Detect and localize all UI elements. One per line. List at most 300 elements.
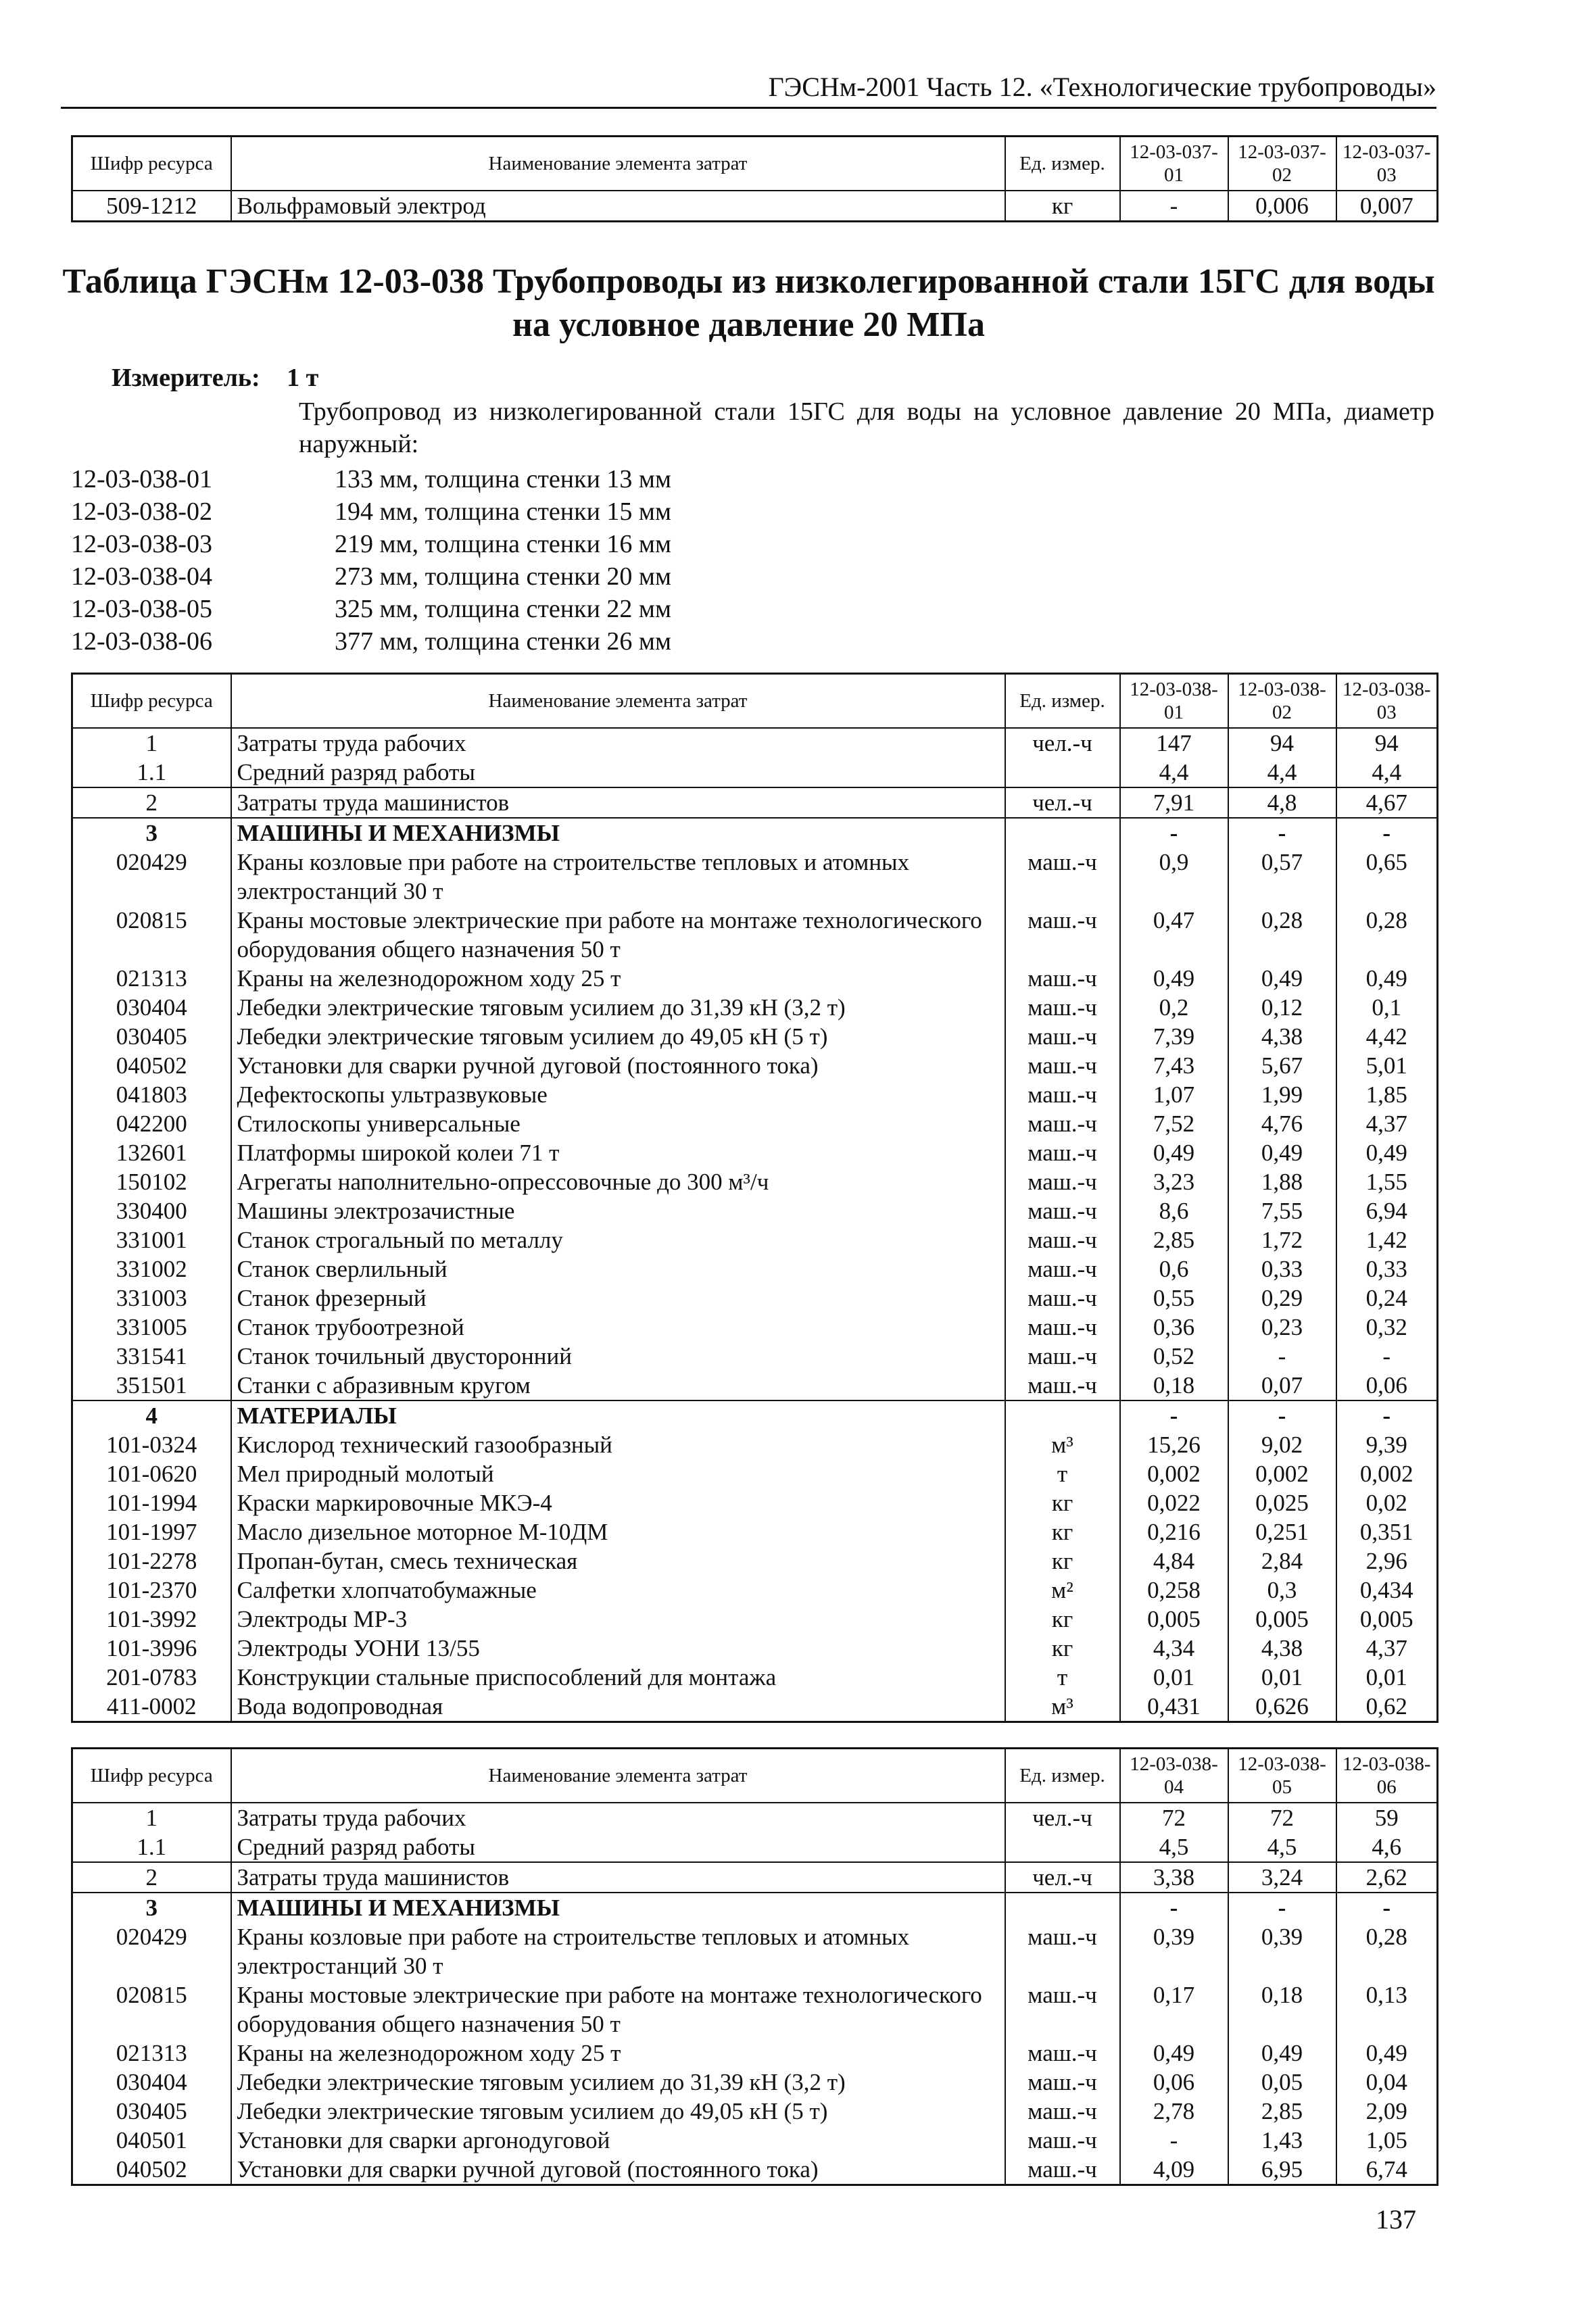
resource-code: 101-3996 (72, 1634, 231, 1663)
value-cell: 0,06 (1120, 2068, 1228, 2097)
unit-cell: кг (1005, 1605, 1120, 1634)
resource-name: Дефектоскопы ультразвуковые (231, 1080, 1005, 1109)
value-cell: 0,01 (1336, 1663, 1438, 1692)
value-cell: - (1228, 1893, 1336, 1922)
resource-name: Пропан-бутан, смесь техническая (231, 1546, 1005, 1576)
value-cell: 1,88 (1228, 1167, 1336, 1196)
resource-code: 020429 (72, 1922, 231, 1980)
unit-cell: маш.-ч (1005, 2039, 1120, 2068)
value-cell: 3,23 (1120, 1167, 1228, 1196)
item-text: 377 мм, толщина стенки 26 мм (335, 627, 672, 656)
value-cell: 0,23 (1228, 1313, 1336, 1342)
unit-cell: маш.-ч (1005, 1109, 1120, 1138)
running-header: ГЭСНм-2001 Часть 12. «Технологические трубопроводы» (61, 68, 1436, 109)
resource-name: Затраты труда машинистов (231, 787, 1005, 818)
value-cell: - (1228, 818, 1336, 848)
value-cell: 4,09 (1120, 2155, 1228, 2185)
value-cell: 0,12 (1228, 993, 1336, 1022)
table-row (72, 1051, 1438, 1080)
resource-name: Машины электрозачистные (231, 1196, 1005, 1225)
value-cell: 4,8 (1228, 787, 1336, 818)
unit-cell: маш.-ч (1005, 964, 1120, 993)
table-row (72, 1980, 1438, 2039)
unit-cell: маш.-ч (1005, 1225, 1120, 1254)
value-cell: 0,47 (1120, 906, 1228, 964)
list-item (71, 560, 671, 593)
value-cell: - (1120, 1893, 1228, 1922)
resource-code: 040501 (72, 2126, 231, 2155)
value-cell: 0,258 (1120, 1576, 1228, 1605)
resource-name: Стилоскопы универсальные (231, 1109, 1005, 1138)
resource-code: 411-0002 (72, 1692, 231, 1722)
top-resource-table (71, 135, 1438, 222)
value-cell: 4,34 (1120, 1634, 1228, 1663)
resource-code: 041803 (72, 1080, 231, 1109)
resource-code: 331005 (72, 1313, 231, 1342)
item-text: 325 мм, толщина стенки 22 мм (335, 595, 672, 623)
unit-cell: маш.-ч (1005, 1167, 1120, 1196)
resource-name: Краны козловые при работе на строительстве тепловых и атомных электростанций 30 т (231, 848, 1005, 906)
value-cell: - (1120, 2126, 1228, 2155)
resource-name: Вольфрамовый электрод (231, 191, 1005, 222)
value-cell: 4,4 (1228, 758, 1336, 787)
table-row (72, 1862, 1438, 1893)
list-item (71, 495, 671, 528)
value-cell: 0,39 (1120, 1922, 1228, 1980)
value-cell: 1,07 (1120, 1080, 1228, 1109)
value-cell: 4,4 (1120, 758, 1228, 787)
value-cell: 0,1 (1336, 993, 1438, 1022)
resource-name: Краны козловые при работе на строительстве тепловых и атомных электростанций 30 т (231, 1922, 1005, 1980)
resource-name: Агрегаты наполнительно-опрессовочные до 300 м³/ч (231, 1167, 1005, 1196)
table-row (72, 787, 1438, 818)
column-header: Ед. измер. (1005, 1749, 1120, 1803)
unit-cell (1005, 758, 1120, 787)
value-cell: 1,43 (1228, 2126, 1336, 2155)
table-row (72, 1832, 1438, 1862)
value-cell: 3,38 (1120, 1862, 1228, 1893)
item-code: 12-03-038-05 (71, 595, 212, 623)
resource-name: Станок сверлильный (231, 1254, 1005, 1284)
unit-cell: кг (1005, 1517, 1120, 1546)
item-text: 133 мм, толщина стенки 13 мм (335, 465, 672, 493)
unit-cell: маш.-ч (1005, 2068, 1120, 2097)
resource-code: 020815 (72, 906, 231, 964)
value-cell: 4,38 (1228, 1634, 1336, 1663)
value-cell: 0,49 (1228, 1138, 1336, 1167)
value-cell: 0,28 (1336, 906, 1438, 964)
value-cell: 6,74 (1336, 2155, 1438, 2185)
value-cell: - (1336, 1400, 1438, 1430)
resource-code: 201-0783 (72, 1663, 231, 1692)
resource-name: Средний разряд работы (231, 758, 1005, 787)
resource-name: Конструкции стальные приспособлений для монтажа (231, 1663, 1005, 1692)
resource-name: Электроды МР-3 (231, 1605, 1005, 1634)
value-cell: 1,42 (1336, 1225, 1438, 1254)
value-cell: 0,431 (1120, 1692, 1228, 1722)
value-cell: 0,002 (1120, 1459, 1228, 1488)
unit-cell: маш.-ч (1005, 2155, 1120, 2185)
resource-table-2 (71, 1747, 1438, 2186)
value-cell: 0,9 (1120, 848, 1228, 906)
value-cell: 0,6 (1120, 1254, 1228, 1284)
value-cell: 0,251 (1228, 1517, 1336, 1546)
value-cell: 94 (1228, 728, 1336, 758)
value-cell: 0,002 (1228, 1459, 1336, 1488)
value-cell: 7,55 (1228, 1196, 1336, 1225)
value-cell: - (1336, 1893, 1438, 1922)
value-cell: 0,01 (1228, 1663, 1336, 1692)
value-cell: 7,43 (1120, 1051, 1228, 1080)
table-row (72, 1138, 1438, 1167)
list-item (71, 625, 671, 658)
value-cell: 0,17 (1120, 1980, 1228, 2039)
unit-cell (1005, 818, 1120, 848)
column-header: 12-03-038-01 (1120, 674, 1228, 729)
table-row (72, 1546, 1438, 1576)
value-cell: 0,49 (1228, 964, 1336, 993)
resource-code: 330400 (72, 1196, 231, 1225)
column-header: Наименование элемента затрат (231, 1749, 1005, 1803)
resource-name: Вода водопроводная (231, 1692, 1005, 1722)
resource-code: 1 (72, 728, 231, 758)
resource-code: 331001 (72, 1225, 231, 1254)
value-cell: 0,29 (1228, 1284, 1336, 1313)
measure-value: 1 т (287, 364, 319, 392)
table-row (72, 1663, 1438, 1692)
resource-code: 1.1 (72, 1832, 231, 1862)
resource-code: 4 (72, 1400, 231, 1430)
value-cell: 0,18 (1228, 1980, 1336, 2039)
resource-code: 040502 (72, 2155, 231, 2185)
value-cell: 147 (1120, 728, 1228, 758)
item-code: 12-03-038-01 (71, 465, 212, 493)
resource-code: 509-1212 (72, 191, 231, 222)
resource-code: 030405 (72, 1022, 231, 1051)
unit-cell: маш.-ч (1005, 848, 1120, 906)
value-cell: 0,49 (1336, 1138, 1438, 1167)
value-cell: 2,96 (1336, 1546, 1438, 1576)
value-cell: 0,626 (1228, 1692, 1336, 1722)
table-row (72, 1109, 1438, 1138)
resource-code: 1.1 (72, 758, 231, 787)
value-cell: 0,007 (1336, 191, 1438, 222)
unit-cell: чел.-ч (1005, 787, 1120, 818)
table-row (72, 964, 1438, 993)
resource-name: Станки с абразивным кругом (231, 1371, 1005, 1400)
unit-cell (1005, 1400, 1120, 1430)
value-cell: 9,02 (1228, 1430, 1336, 1459)
value-cell: 6,94 (1336, 1196, 1438, 1225)
table-row (72, 1313, 1438, 1342)
resource-code: 101-0324 (72, 1430, 231, 1459)
column-header: 12-03-037-01 (1120, 137, 1228, 191)
value-cell: 0,28 (1336, 1922, 1438, 1980)
value-cell: 1,99 (1228, 1080, 1336, 1109)
item-list (71, 463, 671, 658)
resource-code: 1 (72, 1803, 231, 1832)
resource-name: Затраты труда рабочих (231, 728, 1005, 758)
value-cell: 0,49 (1120, 1138, 1228, 1167)
unit-cell: т (1005, 1663, 1120, 1692)
item-code: 12-03-038-06 (71, 627, 212, 656)
resource-name: Установки для сварки ручной дуговой (постоянного тока) (231, 2155, 1005, 2185)
unit-cell: кг (1005, 191, 1120, 222)
column-header: 12-03-037-03 (1336, 137, 1438, 191)
table-row (72, 2068, 1438, 2097)
resource-name: Мел природный молотый (231, 1459, 1005, 1488)
value-cell: 0,216 (1120, 1517, 1228, 1546)
resource-name: Станок точильный двусторонний (231, 1342, 1005, 1371)
unit-cell: маш.-ч (1005, 1138, 1120, 1167)
value-cell: 0,2 (1120, 993, 1228, 1022)
page-number: 137 (1376, 2204, 1416, 2235)
unit-cell: т (1005, 1459, 1120, 1488)
resource-name: Краны мостовые электрические при работе на монтаже технологического оборудования общего назначения 50 т (231, 1980, 1005, 2039)
value-cell: 4,5 (1120, 1832, 1228, 1862)
table-row (72, 818, 1438, 848)
value-cell: 0,39 (1228, 1922, 1336, 1980)
unit-cell: маш.-ч (1005, 1196, 1120, 1225)
column-header: Ед. измер. (1005, 137, 1120, 191)
table-row (72, 191, 1438, 222)
resource-name: Станок строгальный по металлу (231, 1225, 1005, 1254)
table-row (72, 1803, 1438, 1832)
value-cell: - (1120, 191, 1228, 222)
value-cell: 4,76 (1228, 1109, 1336, 1138)
resource-code: 101-0620 (72, 1459, 231, 1488)
column-header: 12-03-038-05 (1228, 1749, 1336, 1803)
column-header: Наименование элемента затрат (231, 674, 1005, 729)
measure-label: Измеритель: (112, 364, 260, 392)
resource-code: 101-2370 (72, 1576, 231, 1605)
table-row (72, 1022, 1438, 1051)
unit-cell: маш.-ч (1005, 1254, 1120, 1284)
resource-code: 030404 (72, 2068, 231, 2097)
value-cell: 0,49 (1336, 2039, 1438, 2068)
resource-name: Краны на железнодорожном ходу 25 т (231, 2039, 1005, 2068)
value-cell: 1,05 (1336, 2126, 1438, 2155)
value-cell: 4,37 (1336, 1634, 1438, 1663)
table-row (72, 1284, 1438, 1313)
measure-line (112, 362, 339, 394)
table-row (72, 1488, 1438, 1517)
unit-cell: маш.-ч (1005, 2097, 1120, 2126)
value-cell: 0,33 (1336, 1254, 1438, 1284)
value-cell: 4,6 (1336, 1832, 1438, 1862)
column-header: 12-03-038-06 (1336, 1749, 1438, 1803)
column-header: 12-03-038-02 (1228, 674, 1336, 729)
table-row (72, 1080, 1438, 1109)
value-cell: 0,434 (1336, 1576, 1438, 1605)
column-header: Шифр ресурса (72, 1749, 231, 1803)
table-row (72, 1605, 1438, 1634)
pipe-description: Трубопровод из низколегированной стали 15ГС для воды на условное давление 20 МПа, диаметр наружный: (299, 397, 1434, 458)
table-row (72, 728, 1438, 758)
value-cell: 72 (1120, 1803, 1228, 1832)
resource-code: 150102 (72, 1167, 231, 1196)
resource-code: 101-1997 (72, 1517, 231, 1546)
resource-name: Краны на железнодорожном ходу 25 т (231, 964, 1005, 993)
table-row (72, 1459, 1438, 1488)
value-cell: 5,01 (1336, 1051, 1438, 1080)
resource-name: МАШИНЫ И МЕХАНИЗМЫ (231, 818, 1005, 848)
column-header: 12-03-037-02 (1228, 137, 1336, 191)
value-cell: 4,4 (1336, 758, 1438, 787)
value-cell: 0,55 (1120, 1284, 1228, 1313)
resource-code: 351501 (72, 1371, 231, 1400)
value-cell: 0,33 (1228, 1254, 1336, 1284)
column-header: 12-03-038-03 (1336, 674, 1438, 729)
unit-cell: маш.-ч (1005, 1051, 1120, 1080)
value-cell: 2,85 (1228, 2097, 1336, 2126)
table-row (72, 1692, 1438, 1722)
value-cell: 59 (1336, 1803, 1438, 1832)
value-cell: 9,39 (1336, 1430, 1438, 1459)
table-row (72, 1517, 1438, 1546)
resource-name: Лебедки электрические тяговым усилием до 31,39 кН (3,2 т) (231, 993, 1005, 1022)
column-header: Шифр ресурса (72, 674, 231, 729)
value-cell: 3,24 (1228, 1862, 1336, 1893)
value-cell: 4,37 (1336, 1109, 1438, 1138)
value-cell: 2,84 (1228, 1546, 1336, 1576)
column-header: 12-03-038-04 (1120, 1749, 1228, 1803)
value-cell: 0,005 (1120, 1605, 1228, 1634)
resource-table-1 (71, 673, 1438, 1723)
table-row (72, 1430, 1438, 1459)
item-code: 12-03-038-04 (71, 562, 212, 591)
resource-code: 030405 (72, 2097, 231, 2126)
resource-code: 040502 (72, 1051, 231, 1080)
table-row (72, 1254, 1438, 1284)
unit-cell: м³ (1005, 1692, 1120, 1722)
value-cell: 0,02 (1336, 1488, 1438, 1517)
unit-cell: кг (1005, 1634, 1120, 1663)
unit-cell: маш.-ч (1005, 1371, 1120, 1400)
value-cell: 2,78 (1120, 2097, 1228, 2126)
value-cell: 2,09 (1336, 2097, 1438, 2126)
table-row (72, 1576, 1438, 1605)
resource-code: 331002 (72, 1254, 231, 1284)
table-row (72, 906, 1438, 964)
item-text: 219 мм, толщина стенки 16 мм (335, 530, 672, 558)
value-cell: 15,26 (1120, 1430, 1228, 1459)
resource-name: Средний разряд работы (231, 1832, 1005, 1862)
resource-name: МАТЕРИАЛЫ (231, 1400, 1005, 1430)
table-row (72, 1196, 1438, 1225)
item-code: 12-03-038-02 (71, 497, 212, 526)
resource-code: 2 (72, 787, 231, 818)
list-item (71, 528, 671, 560)
unit-cell: чел.-ч (1005, 728, 1120, 758)
resource-code: 020815 (72, 1980, 231, 2039)
table-row (72, 1400, 1438, 1430)
unit-cell: маш.-ч (1005, 906, 1120, 964)
value-cell: 0,025 (1228, 1488, 1336, 1517)
value-cell: 72 (1228, 1803, 1336, 1832)
table-row (72, 993, 1438, 1022)
value-cell: 7,91 (1120, 787, 1228, 818)
table-row (72, 2126, 1438, 2155)
unit-cell: маш.-ч (1005, 1980, 1120, 2039)
resource-name: Станок фрезерный (231, 1284, 1005, 1313)
value-cell: 0,57 (1228, 848, 1336, 906)
value-cell: 1,85 (1336, 1080, 1438, 1109)
unit-cell: кг (1005, 1546, 1120, 1576)
resource-name: МАШИНЫ И МЕХАНИЗМЫ (231, 1893, 1005, 1922)
value-cell: 7,39 (1120, 1022, 1228, 1051)
value-cell: 0,28 (1228, 906, 1336, 964)
value-cell: 5,67 (1228, 1051, 1336, 1080)
table-row (72, 1225, 1438, 1254)
resource-name: Краны мостовые электрические при работе на монтаже технологического оборудования общего назначения 50 т (231, 906, 1005, 964)
value-cell: - (1336, 818, 1438, 848)
resource-code: 021313 (72, 2039, 231, 2068)
resource-name: Салфетки хлопчатобумажные (231, 1576, 1005, 1605)
value-cell: 4,84 (1120, 1546, 1228, 1576)
value-cell: 1,72 (1228, 1225, 1336, 1254)
table-row (72, 2155, 1438, 2185)
resource-name: Установки для сварки аргонодуговой (231, 2126, 1005, 2155)
unit-cell: маш.-ч (1005, 1342, 1120, 1371)
unit-cell: кг (1005, 1488, 1120, 1517)
value-cell: 0,351 (1336, 1517, 1438, 1546)
unit-cell: маш.-ч (1005, 1922, 1120, 1980)
value-cell: 0,05 (1228, 2068, 1336, 2097)
resource-code: 132601 (72, 1138, 231, 1167)
unit-cell: маш.-ч (1005, 1022, 1120, 1051)
resource-name: Кислород технический газообразный (231, 1430, 1005, 1459)
value-cell: 0,32 (1336, 1313, 1438, 1342)
resource-name: Установки для сварки ручной дуговой (постоянного тока) (231, 1051, 1005, 1080)
value-cell: 0,005 (1228, 1605, 1336, 1634)
value-cell: - (1228, 1342, 1336, 1371)
unit-cell: маш.-ч (1005, 2126, 1120, 2155)
value-cell: 0,65 (1336, 848, 1438, 906)
value-cell: 94 (1336, 728, 1438, 758)
value-cell: 0,49 (1120, 2039, 1228, 2068)
value-cell: 0,36 (1120, 1313, 1228, 1342)
resource-name: Масло дизельное моторное М-10ДМ (231, 1517, 1005, 1546)
resource-name: Платформы широкой колеи 71 т (231, 1138, 1005, 1167)
unit-cell: чел.-ч (1005, 1803, 1120, 1832)
resource-name: Лебедки электрические тяговым усилием до 49,05 кН (5 т) (231, 1022, 1005, 1051)
value-cell: - (1228, 1400, 1336, 1430)
value-cell: - (1120, 1400, 1228, 1430)
header-row (72, 674, 1438, 729)
value-cell: 2,85 (1120, 1225, 1228, 1254)
value-cell: 0,01 (1120, 1663, 1228, 1692)
resource-code: 3 (72, 818, 231, 848)
value-cell: 0,04 (1336, 2068, 1438, 2097)
header-row (72, 137, 1438, 191)
item-code: 12-03-038-03 (71, 530, 212, 558)
resource-code: 331003 (72, 1284, 231, 1313)
value-cell: 0,006 (1228, 191, 1336, 222)
unit-cell (1005, 1832, 1120, 1862)
resource-name: Лебедки электрические тяговым усилием до 31,39 кН (3,2 т) (231, 2068, 1005, 2097)
value-cell: 4,38 (1228, 1022, 1336, 1051)
value-cell: 7,52 (1120, 1109, 1228, 1138)
value-cell: 0,005 (1336, 1605, 1438, 1634)
value-cell: 0,49 (1228, 2039, 1336, 2068)
resource-name: Лебедки электрические тяговым усилием до 49,05 кН (5 т) (231, 2097, 1005, 2126)
unit-cell: маш.-ч (1005, 1284, 1120, 1313)
unit-cell: маш.-ч (1005, 993, 1120, 1022)
value-cell: 2,62 (1336, 1862, 1438, 1893)
value-cell: 4,5 (1228, 1832, 1336, 1862)
value-cell: - (1120, 818, 1228, 848)
